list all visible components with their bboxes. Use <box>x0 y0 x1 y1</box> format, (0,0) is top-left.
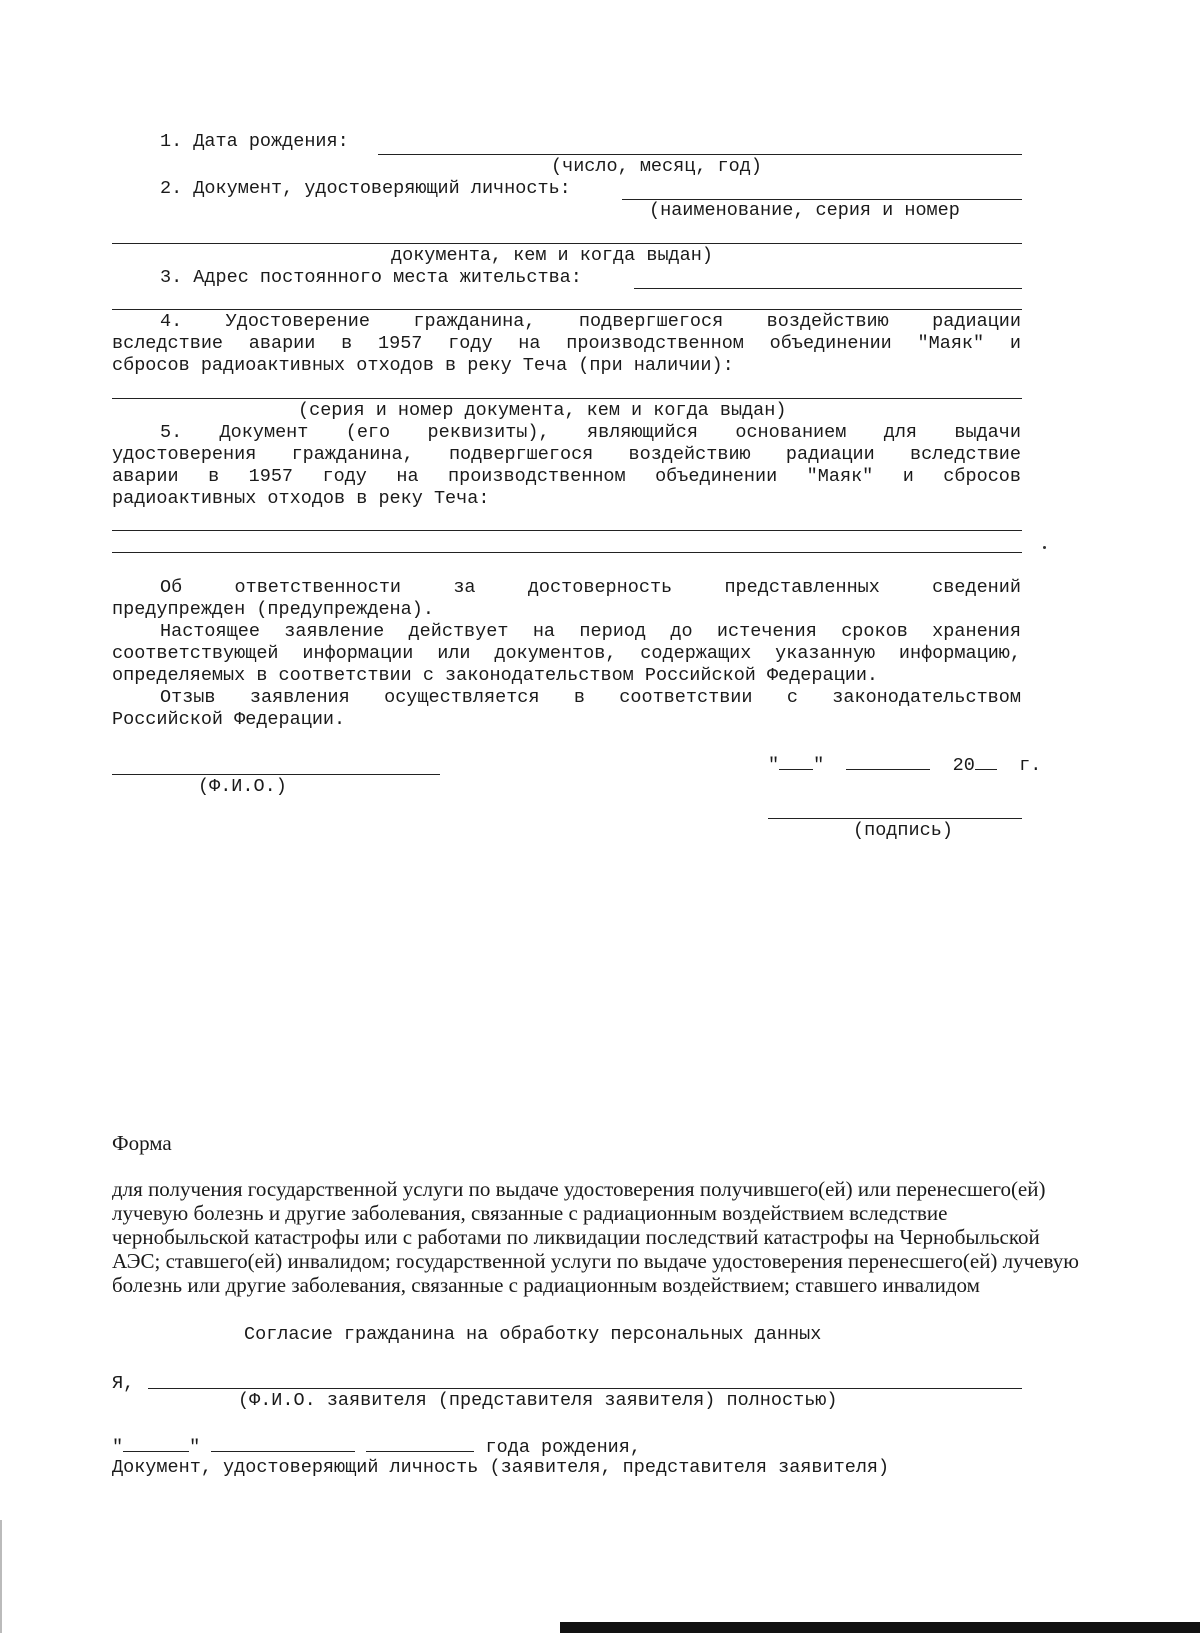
scan-dot <box>1043 546 1046 549</box>
birth-quote-open: " <box>112 1437 124 1458</box>
id-document-label: Документ, удостоверяющий личность (заявителя, представителя заявителя) <box>112 1457 890 1478</box>
signature-hint: (подпись) <box>853 820 953 841</box>
item2-hint-a: (наименование, серия и номер <box>649 200 960 221</box>
applicant-hint: (Ф.И.О. заявителя (представителя заявителя) полностью) <box>238 1390 838 1411</box>
item2-label: 2. Документ, удостоверяющий личность: <box>160 178 571 199</box>
certificate-field[interactable] <box>112 398 1022 399</box>
address-field[interactable] <box>634 288 1022 289</box>
birth-month-field[interactable] <box>211 1435 355 1452</box>
item5-text-line4: радиоактивных отходов в реку Теча: <box>112 488 490 509</box>
form-description-line4: АЭС; ставшего(ей) инвалидом; государственной услуги по выдаче удостоверения перенесшего(ей) лучевую <box>112 1249 1079 1273</box>
date-quote-close: " <box>813 755 825 776</box>
address-field-line2[interactable] <box>112 309 1022 310</box>
item1-hint: (число, месяц, год) <box>551 156 762 177</box>
item2-hint-b: документа, кем и когда выдан) <box>391 245 713 266</box>
signature-field[interactable] <box>768 818 1022 819</box>
fio-field[interactable] <box>112 774 440 775</box>
fio-hint: (Ф.И.О.) <box>198 776 287 797</box>
item3-label: 3. Адрес постоянного места жительства: <box>160 267 582 288</box>
date-month-field[interactable] <box>846 753 930 770</box>
applicant-name-field[interactable] <box>148 1388 1022 1389</box>
id-document-field-line2[interactable] <box>112 243 1022 244</box>
i-label: Я, <box>112 1373 135 1394</box>
form-description-line2: лучевую болезнь и другие заболевания, связанные с радиационным воздействием вследствие <box>112 1201 948 1225</box>
form-title: Форма <box>112 1131 172 1155</box>
item4-text-line3: сбросов радиоактивных отходов в реку Теча (при наличии): <box>112 355 734 376</box>
date-quote-open: " <box>768 755 780 776</box>
item5-text-line2: удостоверения гражданина, подвергшегося воздействию радиации вследствие <box>112 444 1021 465</box>
date-year-field[interactable] <box>975 753 997 770</box>
form-description-line3: чернобыльской катастрофы или с работами по ликвидации последствий катастрофы на Чернобыльской <box>112 1225 1040 1249</box>
item1-label: 1. Дата рождения: <box>160 131 349 152</box>
item4-text-line1: 4. Удостоверение гражданина, подвергшегося воздействию радиации <box>160 311 1021 332</box>
item5-text-line1: 5. Документ (его реквизиты), являющийся основанием для выдачи <box>160 422 1021 443</box>
scan-bottom-bar <box>560 1622 1200 1633</box>
birth-year-field[interactable] <box>366 1435 474 1452</box>
revoke-line2: Российской Федерации. <box>112 709 346 730</box>
basis-document-field-line2[interactable] <box>112 552 1022 553</box>
item4-hint: (серия и номер документа, кем и когда выдан) <box>298 400 787 421</box>
item5-text-line3: аварии в 1957 году на производственном объединении "Маяк" и сбросов <box>112 466 1021 487</box>
warning-line2: предупрежден (предупреждена). <box>112 599 434 620</box>
form-description-line1: для получения государственной услуги по выдаче удостоверения получившего(ей) или перенесшего(ей) <box>112 1177 1046 1201</box>
item4-text-line2: вследствие аварии в 1957 году на производственном объединении "Маяк" и <box>112 333 1021 354</box>
date-day-field[interactable] <box>779 753 813 770</box>
birth-quote-close: " <box>189 1437 201 1458</box>
revoke-line1: Отзыв заявления осуществляется в соответствии с законодательством <box>160 687 1021 708</box>
validity-line1: Настоящее заявление действует на период до истечения сроков хранения <box>160 621 1021 642</box>
date-year-suffix: г. <box>1019 755 1042 776</box>
form-description-line5: болезнь или другие заболевания, связанные с радиационным воздействием; ставшего инвалидом <box>112 1273 980 1297</box>
birth-label: года рождения, <box>485 1437 641 1458</box>
scan-edge <box>0 1520 2 1633</box>
validity-line3: определяемых в соответствии с законодательством Российской Федерации. <box>112 665 879 686</box>
birth-day-field[interactable] <box>123 1435 189 1452</box>
consent-title: Согласие гражданина на обработку персональных данных <box>244 1324 822 1345</box>
validity-line2: соответствующей информации или документов, содержащих указанную информацию, <box>112 643 1021 664</box>
warning-line1: Об ответственности за достоверность представленных сведений <box>160 577 1021 598</box>
birth-date-field[interactable] <box>378 154 1022 155</box>
birth-line <box>112 1435 641 1459</box>
date-line <box>768 753 1041 777</box>
basis-document-field[interactable] <box>112 530 1022 531</box>
date-year-prefix: 20 <box>952 755 975 776</box>
